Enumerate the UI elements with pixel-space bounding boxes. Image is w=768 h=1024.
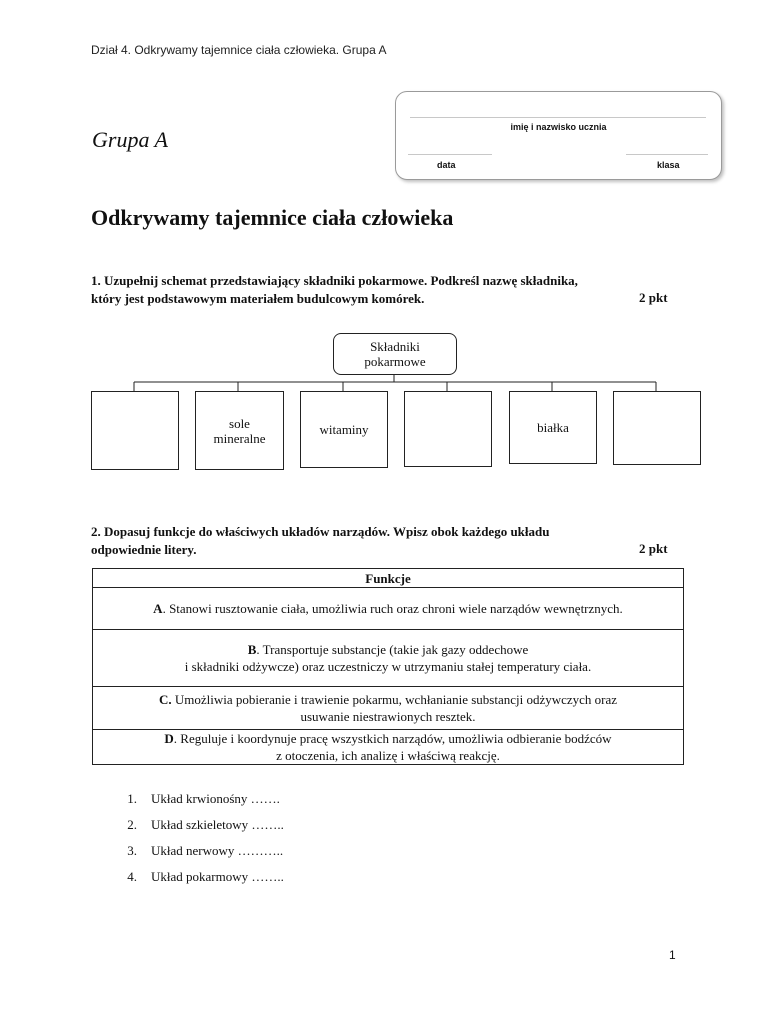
task1-line2: który jest podstawowym materiałem budulcowym komórek. xyxy=(91,291,425,306)
system-answer[interactable]: Układ krwionośny ……. xyxy=(151,791,280,806)
task1-points: 2 pkt xyxy=(639,290,668,305)
worksheet-title: Odkrywamy tajemnice ciała człowieka xyxy=(91,205,454,230)
root-line2: pokarmowe xyxy=(364,354,426,369)
system-answer[interactable]: Układ szkieletowy …….. xyxy=(151,817,284,832)
page-number: 1 xyxy=(669,948,676,962)
running-header: Dział 4. Odkrywamy tajemnice ciała człowieka. Grupa A xyxy=(91,43,387,57)
list-item xyxy=(113,843,284,869)
list-number: 2. xyxy=(127,817,137,832)
box-text: witaminy xyxy=(319,422,369,437)
nutrient-box-3 xyxy=(300,391,388,468)
nutrient-box-6 xyxy=(613,391,701,465)
function-text: . Stanowi rusztowanie ciała, umożliwia ruch oraz chroni wiele narządów wewnętrznych. xyxy=(162,601,623,616)
box-text: sole xyxy=(229,415,250,431)
list-item xyxy=(113,791,284,817)
nutrient-box-5 xyxy=(509,391,597,464)
box-text: białka xyxy=(537,420,569,435)
table-header: Funkcje xyxy=(93,569,684,588)
function-text: i składniki odżywcze) oraz uczestniczy w utrzymaniu stałej temperatury ciała. xyxy=(184,659,592,674)
root-line1: Składniki xyxy=(370,339,420,354)
class-label: klasa xyxy=(657,160,680,170)
function-text: z otoczenia, ich analizę i właściwą reakcję. xyxy=(276,748,500,763)
function-text: . Reguluje i koordynuje pracę wszystkich narządów, umożliwia odbieranie bodźców xyxy=(173,731,612,746)
table-row xyxy=(93,730,684,765)
function-c xyxy=(93,687,684,730)
nutrient-box-2 xyxy=(195,391,284,470)
name-label: imię i nazwisko ucznia xyxy=(510,122,607,132)
function-text: Umożliwia pobieranie i trawienie pokarmu, wchłanianie substancji odżywczych oraz xyxy=(171,692,618,707)
nutrient-box-1 xyxy=(91,391,179,470)
function-letter: B xyxy=(247,642,257,657)
function-text: usuwanie niestrawionych resztek. xyxy=(300,709,476,724)
list-number: 4. xyxy=(127,869,137,884)
table-row xyxy=(93,588,684,630)
function-letter: C. xyxy=(158,692,172,707)
nutrient-box-4 xyxy=(404,391,492,467)
function-b xyxy=(93,630,684,687)
functions-table xyxy=(92,568,684,765)
date-label: data xyxy=(437,160,456,170)
list-number: 1. xyxy=(127,791,137,806)
list-number: 3. xyxy=(127,843,137,858)
function-d xyxy=(93,730,684,765)
table-row xyxy=(93,630,684,687)
group-title: Grupa A xyxy=(92,127,168,152)
function-text: . Transportuje substancje (takie jak gazy oddechowe xyxy=(256,642,529,657)
function-a xyxy=(93,588,684,630)
task2-instruction xyxy=(91,523,549,559)
systems-list xyxy=(113,791,284,895)
system-answer[interactable]: Układ nerwowy ……….. xyxy=(151,843,284,858)
function-letter: D xyxy=(164,731,174,746)
box-text: mineralne xyxy=(213,430,266,446)
function-letter: A xyxy=(153,601,163,616)
task2-line1: 2. Dopasuj funkcje do właściwych układów narządów. Wpisz obok każdego układu xyxy=(91,524,550,539)
list-item xyxy=(113,817,284,843)
task2-points: 2 pkt xyxy=(639,541,668,556)
table-row xyxy=(93,687,684,730)
task1-line1: 1. Uzupełnij schemat przedstawiający składniki pokarmowe. Podkreśl nazwę składnika, xyxy=(91,273,578,288)
diagram-root-box xyxy=(333,333,457,375)
table-header-row xyxy=(93,569,684,588)
system-answer[interactable]: Układ pokarmowy …….. xyxy=(151,869,284,884)
task2-line2: odpowiednie litery. xyxy=(91,542,197,557)
list-item xyxy=(113,869,284,895)
